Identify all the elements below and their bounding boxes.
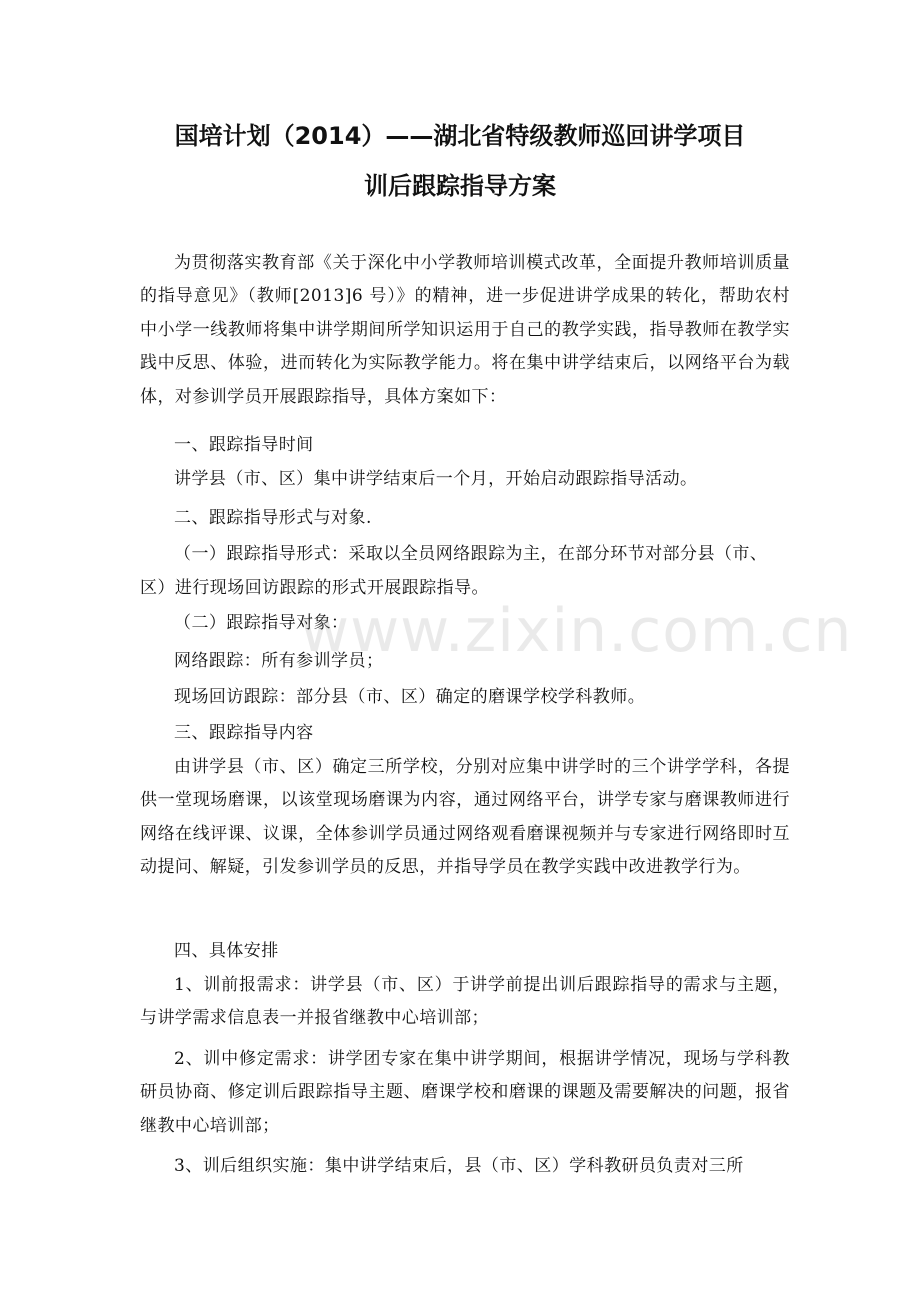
section4-item2: 2、训中修定需求：讲学团专家在集中讲学期间，根据讲学情况，现场与学科教研员协商、修定训后跟踪指导主题、磨课学校和磨课的课题及需要解决的问题，报省继教中心培训部； (140, 1049, 790, 1136)
section3-heading: 三、跟踪指导内容 (174, 723, 314, 743)
document-title-line1: 国培计划（2014）——湖北省特级教师巡回讲学项目 (174, 122, 746, 150)
section4-item3: 3、训后组织实施：集中讲学结束后，县（市、区）学科教研员负责对三所 (174, 1156, 744, 1176)
section2-heading: 二、跟踪指导形式与对象. (174, 508, 372, 528)
document-title-line2: 训后跟踪指导方案 (364, 172, 556, 200)
section1-text: 讲学县（市、区）集中讲学结束后一个月，开始启动跟踪指导活动。 (174, 469, 698, 489)
section3-paragraph: 由讲学县（市、区）确定三所学校，分别对应集中讲学时的三个讲学学科，各提供一堂现场磨课，以该堂现场磨课为内容，通过网络平台，讲学专家与磨课教师进行网络在线评课、议课，全体参训学员通过网络观看磨课视频并与专家进行网络即时互动提问、解疑，引发参训学员的反思，并指导学员在教学实践中改进教学行为。 (140, 757, 790, 878)
section2-target-heading: （二）跟踪指导对象： (174, 613, 349, 633)
section2-form-line2: 区）进行现场回访跟踪的形式开展跟踪指导。 (140, 578, 489, 598)
section1-heading: 一、跟踪指导时间 (174, 435, 314, 455)
watermark-text: www.zixin.com.cn (300, 596, 853, 666)
section2-network: 网络跟踪：所有参训学员； (174, 651, 384, 671)
section2-onsite: 现场回访跟踪：部分县（市、区）确定的磨课学校学科教师。 (174, 687, 646, 707)
section4-item1: 1、训前报需求：讲学县（市、区）于讲学前提出训后跟踪指导的需求与主题，与讲学需求信息表一并报省继教中心培训部； (140, 975, 790, 1029)
intro-paragraph: 为贯彻落实教育部《关于深化中小学教师培训模式改革，全面提升教师培训质量的指导意见》（教师[2013]6 号）》的精神，进一步促进讲学成果的转化，帮助农村中小学一线教师将集中讲学期间所学知识运用于自己的教学实践，指导教师在教学实践中反思、体验，进而转化为实际教学能力。将在集中讲学结束后，以网络平台为载体，对参训学员开展跟踪指导，具体方案如下： (140, 253, 790, 407)
section4-heading: 四、具体安排 (174, 941, 279, 961)
section2-form-line1: （一）跟踪指导形式：采取以全员网络跟踪为主，在部分环节对部分县（市、 (174, 544, 768, 564)
